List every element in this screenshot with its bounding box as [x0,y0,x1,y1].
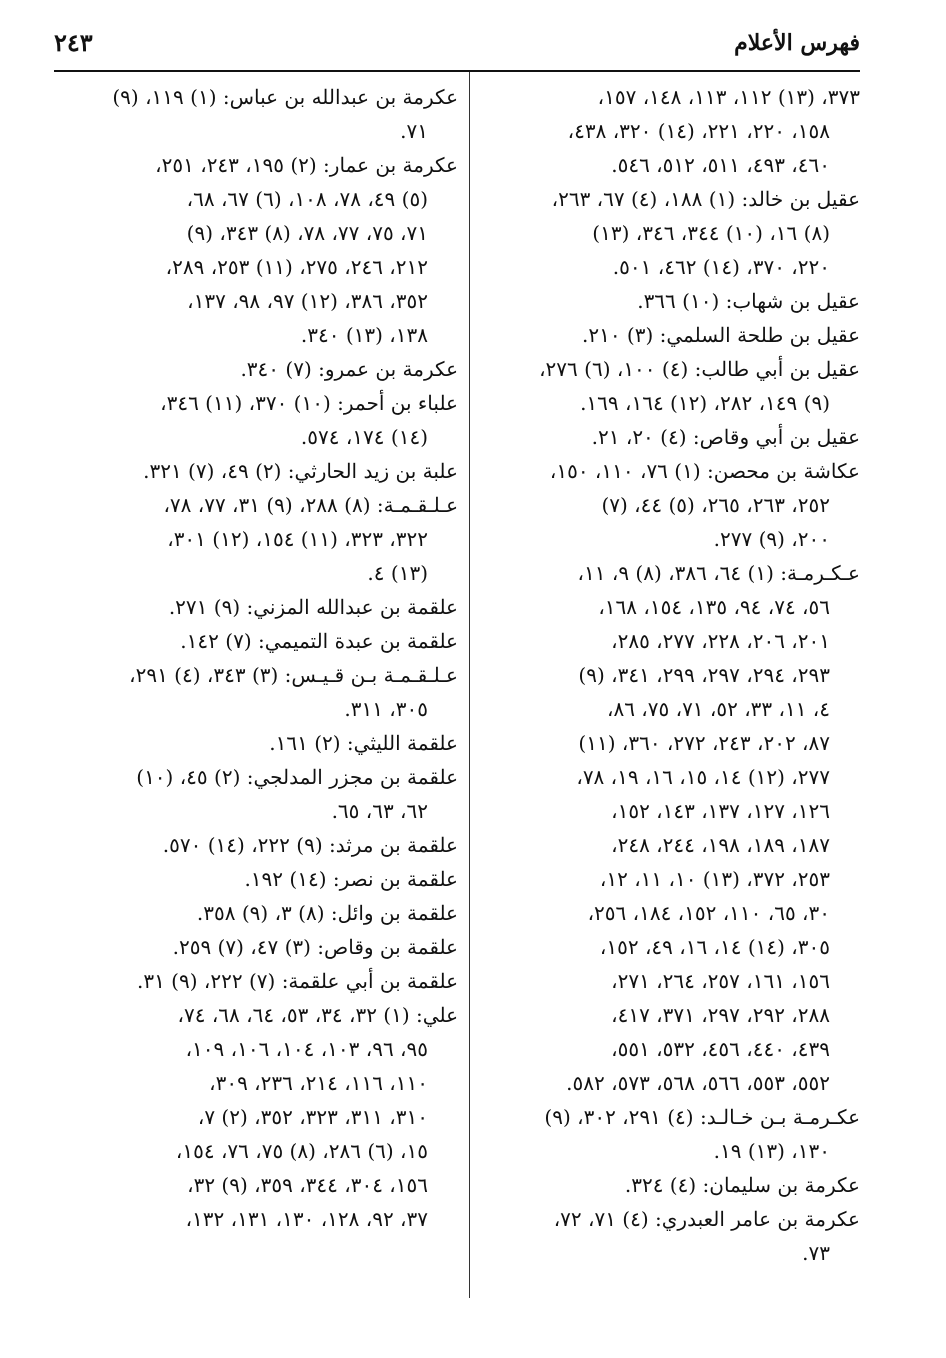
index-entry [62,624,458,658]
header-rule [54,70,860,72]
index-entry [62,658,458,726]
entry-continuation-line: (٨) ١٦، (١٠) ٣٤٤، ٣٤٦، (١٣) [592,221,830,245]
entry-continuation-line: ١٣٨، (١٣) ٣٤٠. [300,323,428,347]
index-entry [62,964,458,998]
index-entry [482,80,860,182]
entry-heading-line: عكاشة بن محصن: (١) ٧٦، ١١٠، ١٥٠، [549,459,860,483]
page-number: ٢٤٣ [54,28,93,57]
running-title: فهرس الأعلام [734,30,860,56]
entry-heading-line: ٣٧٣، (١٣) ١١٢، ١١٣، ١٤٨، ١٥٧، [597,85,860,109]
entry-continuation-line: ١١٠، ١١٦، ٢١٤، ٢٣٦، ٣٠٩، [209,1071,428,1095]
index-entry [62,930,458,964]
entry-continuation-line: ٢١٢، ٢٤٦، ٢٧٥، (١١) ٢٥٣، ٢٨٩، [165,255,428,279]
entry-heading-line: عـكـرمـة: (١) ٦٤، ٣٨٦، (٨) ٩، ١١، [577,561,860,585]
index-entry [482,454,860,556]
page-header [54,26,860,70]
column-divider [469,72,470,1298]
entry-continuation-line: (١٣) ٤. [367,561,428,585]
index-entry [482,1168,860,1202]
index-column-left [62,80,458,1236]
entry-heading-line: عكرمة بن عبدالله بن عباس: (١) ١١٩، (٩) [112,85,458,109]
entry-continuation-line: ٦٢، ٦٣، ٦٥. [331,799,428,823]
index-entry [62,454,458,488]
entry-heading-line: عقيل بن أبي وقاص: (٤) ٢٠، ٢١. [591,425,860,449]
index-entry [62,828,458,862]
index-entry [482,352,860,420]
entry-continuation-line: ١٥٨، ٢٢٠، ٢٢١، (١٤) ٣٢٠، ٤٣٨، [567,119,830,143]
entry-continuation-line: ٣٠٥، ٣١١. [344,697,428,721]
index-entry [482,318,860,352]
entry-heading-line: علقمة بن أبي علقمة: (٧) ٢٢٢، (٩) ٣١. [136,969,458,993]
index-entry [482,1202,860,1270]
entry-continuation-line: ١٥٦، ١٦١، ٢٥٧، ٢٦٤، ٢٧١، [611,969,830,993]
entry-continuation-line: ٢٢٠، ٣٧٠، (١٤) ٤٦٢، ٥٠١. [612,255,830,279]
index-entry [62,726,458,760]
entry-continuation-line: ١٨٧، ١٨٩، ١٩٨، ٢٤٤، ٢٤٨، [611,833,830,857]
entry-heading-line: علقمة بن وقاص: (٣) ٤٧، (٧) ٢٥٩. [172,935,458,959]
entry-continuation-line: ٢٨٨، ٢٩٢، ٢٩٧، ٣٧١، ٤١٧، [611,1003,830,1027]
index-entry [482,556,860,1100]
entry-continuation-line: (٥) ٤٩، ٧٨، ١٠٨، (٦) ٦٧، ٦٨، [186,187,428,211]
index-entry [62,896,458,930]
entry-continuation-line: ٧١، ٧٥، ٧٧، ٧٨، (٨) ٣٤٣، (٩) [186,221,428,245]
entry-continuation-line: ٢٠٠، (٩) ٢٧٧. [713,527,830,551]
index-entry [482,420,860,454]
entry-heading-line: علي: (١) ٣٢، ٣٤، ٥٣، ٦٤، ٦٨، ٧٤، [177,1003,458,1027]
entry-continuation-line: ١٥٦، ٣٠٤، ٣٤٤، ٣٥٩، (٩) ٣٢، [187,1173,428,1197]
index-entry [62,148,458,352]
index-entry [482,182,860,284]
entry-continuation-line: (١٤) ١٧٤، ٥٧٤. [300,425,428,449]
entry-heading-line: علقمة بن عبدالله المزني: (٩) ٢٧١. [168,595,458,619]
entry-continuation-line: ٣٠٥، (١٤) ١٤، ١٦، ٤٩، ١٥٢، [599,935,830,959]
entry-heading-line: علقمة بن مرثد: (٩) ٢٢٢، (١٤) ٥٧٠. [162,833,458,857]
entry-continuation-line: ٣٢٢، ٣٢٣، (١١) ١٥٤، (١٢) ٣٠١، [167,527,428,551]
entry-heading-line: عكـرمـة بـن خـالـد: (٤) ٢٩١، ٣٠٢، (٩) [544,1105,860,1129]
entry-continuation-line: ٥٥٢، ٥٥٣، ٥٦٦، ٥٦٨، ٥٧٣، ٥٨٢. [566,1071,830,1095]
entry-heading-line: عقيل بن أبي طالب: (٤) ١٠٠، (٦) ٢٧٦، [539,357,860,381]
entry-continuation-line: ٣٠، ٦٥، ١١٠، ١٥٢، ١٨٤، ٢٥٦، [587,901,830,925]
entry-heading-line: علقمة بن عبدة التميمي: (٧) ١٤٢. [180,629,458,653]
entry-heading-line: علقمة بن نصر: (١٤) ١٩٢. [244,867,458,891]
entry-continuation-line: ٤٣٩، ٤٤٠، ٤٥٦، ٥٣٢، ٥٥١، [611,1037,830,1061]
entry-continuation-line: ١٣٠، (١٣) ١٩. [713,1139,830,1163]
entry-continuation-line: ٢٥٢، ٢٦٣، ٢٦٥، (٥) ٤٤، (٧) [601,493,830,517]
entry-heading-line: علقمة بن مجزر المدلجي: (٢) ٤٥، (١٠) [136,765,458,789]
entry-heading-line: عكرمة بن عمار: (٢) ١٩٥، ٢٤٣، ٢٥١، [155,153,458,177]
entry-continuation-line: ٨٧، ٢٠٢، ٢٤٣، ٢٧٢، ٣٦٠، (١١) [578,731,830,755]
entry-continuation-line: ١٢٦، ١٢٧، ١٣٧، ١٤٣، ١٥٢، [611,799,830,823]
entry-heading-line: علبة بن زيد الحارثي: (٢) ٤٩، (٧) ٣٢١. [143,459,458,483]
entry-continuation-line: ٥٦، ٧٤، ٩٤، ١٣٥، ١٥٤، ١٦٨، [598,595,830,619]
index-entry [62,352,458,386]
entry-heading-line: عكرمة بن سليمان: (٤) ٣٢٤. [624,1173,860,1197]
entry-continuation-line: ٧٣. [802,1241,830,1265]
index-entry [62,386,458,454]
index-entry [482,1100,860,1168]
entry-heading-line: عـلـقـمـة: (٨) ٢٨٨، (٩) ٣١، ٧٧، ٧٨، [163,493,458,517]
entry-heading-line: علقمة الليثي: (٢) ١٦١. [269,731,458,755]
index-entry [62,760,458,828]
entry-heading-line: عقيل بن خالد: (١) ١٨٨، (٤) ٦٧، ٢٦٣، [551,187,860,211]
entry-continuation-line: (٩) ١٤٩، ٢٨٢، (١٢) ١٦٤، ١٦٩. [580,391,830,415]
entry-continuation-line: ٣٥٢، ٣٨٦، (١٢) ٩٧، ٩٨، ١٣٧، [187,289,428,313]
index-entry [62,488,458,590]
entry-continuation-line: ٢٠١، ٢٠٦، ٢٢٨، ٢٧٧، ٢٨٥، [611,629,830,653]
entry-continuation-line: ٢٧٧، (١٢) ١٤، ١٥، ١٦، ١٩، ٧٨، [576,765,830,789]
index-entry [482,284,860,318]
index-entry [62,862,458,896]
entry-continuation-line: ٧١. [400,119,428,143]
entry-heading-line: عقيل بن طلحة السلمي: (٣) ٢١٠. [581,323,860,347]
entry-continuation-line: ١٥، (٦) ٢٨٦، (٨) ٧٥، ٧٦، ١٥٤، [175,1139,428,1163]
entry-continuation-line: ٢٩٣، ٢٩٤، ٢٩٧، ٢٩٩، ٣٤١، (٩) [578,663,830,687]
entry-continuation-line: ٤٦٠، ٤٩٣، ٥١١، ٥١٢، ٥٤٦. [611,153,830,177]
entry-heading-line: عـلـقـمـة بـن قـيـس: (٣) ٣٤٣، (٤) ٢٩١، [129,663,458,687]
entry-heading-line: عكرمة بن عمرو: (٧) ٣٤٠. [240,357,458,381]
entry-heading-line: علقمة بن وائل: (٨) ٣، (٩) ٣٥٨. [196,901,458,925]
index-column-right [482,80,860,1270]
entry-continuation-line: ٤، ١١، ٣٣، ٥٢، ٧١، ٧٥، ٨٦، [607,697,830,721]
entry-heading-line: عكرمة بن عامر العبدري: (٤) ٧١، ٧٢، [553,1207,860,1231]
entry-heading-line: عقيل بن شهاب: (١٠) ٣٦٦. [637,289,860,313]
entry-continuation-line: ٩٥، ٩٦، ١٠٣، ١٠٤، ١٠٦، ١٠٩، [185,1037,428,1061]
index-entry [62,590,458,624]
index-entry [62,998,458,1236]
entry-continuation-line: ٢٥٣، ٣٧٢، (١٣) ١٠، ١١، ١٢، [599,867,830,891]
index-entry [62,80,458,148]
entry-heading-line: علباء بن أحمر: (١٠) ٣٧٠، (١١) ٣٤٦، [160,391,458,415]
entry-continuation-line: ٣١٠، ٣١١، ٣٢٣، ٣٥٢، (٢) ٧، [197,1105,428,1129]
entry-continuation-line: ٣٧، ٩٢، ١٢٨، ١٣٠، ١٣١، ١٣٢، [185,1207,428,1231]
